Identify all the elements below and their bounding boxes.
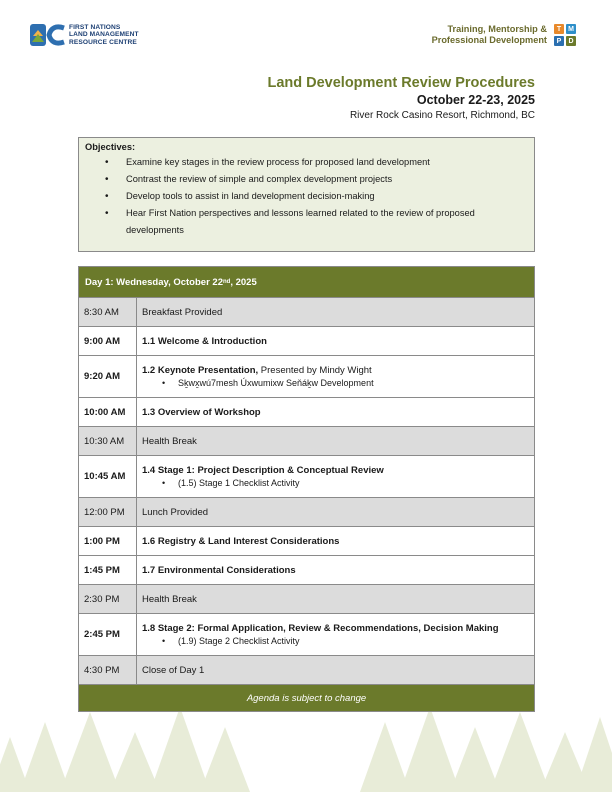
row-title: 1.3 Overview of Workshop	[142, 406, 261, 418]
tree-silhouette-decoration	[0, 702, 612, 792]
table-row	[79, 497, 534, 526]
table-row	[79, 655, 534, 684]
page-title: Land Development Review Procedures	[267, 75, 535, 91]
day-header-text: Day 1: Wednesday, October 22	[85, 276, 223, 288]
org-line-2: LAND MANAGEMENT	[69, 31, 139, 39]
objectives-box	[78, 137, 535, 252]
row-subitem: • Sḵwx̱wú7mesh Úxwumixw Seňáḵw Development	[142, 378, 534, 388]
row-time: 1:45 PM	[79, 556, 137, 584]
day-header	[79, 267, 534, 297]
row-subitem: • (1.5) Stage 1 Checklist Activity	[142, 478, 534, 488]
row-subitem: • (1.9) Stage 2 Checklist Activity	[142, 636, 534, 646]
row-time: 10:45 AM	[79, 456, 137, 497]
day-header-ordinal: nd	[222, 279, 231, 285]
objectives-list	[85, 154, 528, 239]
program-logo	[432, 24, 576, 46]
row-time: 12:00 PM	[79, 498, 137, 526]
event-venue: River Rock Casino Resort, Richmond, BC	[349, 110, 535, 121]
row-time: 4:30 PM	[79, 656, 137, 684]
table-row	[79, 326, 534, 355]
row-title: 1.2 Keynote Presentation,	[142, 365, 259, 376]
program-line-2: Professional Development	[431, 35, 547, 45]
agenda-table	[78, 266, 535, 712]
row-title: 1.4 Stage 1: Project Description & Conceptual Review	[142, 465, 384, 476]
row-title: 1.1 Welcome & Introduction	[142, 335, 267, 347]
title-block	[267, 74, 535, 123]
table-row	[79, 426, 534, 455]
badge-t: T	[554, 24, 564, 34]
row-time: 2:45 PM	[79, 614, 137, 655]
row-time: 9:00 AM	[79, 327, 137, 355]
tmpd-badge-grid	[554, 24, 576, 46]
row-title: Health Break	[142, 435, 197, 447]
badge-p: P	[554, 36, 564, 46]
agenda-footer: Agenda is subject to change	[79, 684, 534, 711]
row-time: 2:30 PM	[79, 585, 137, 613]
row-title: 1.7 Environmental Considerations	[142, 564, 296, 576]
table-row	[79, 455, 534, 497]
row-title: 1.6 Registry & Land Interest Considerations	[142, 535, 340, 547]
badge-d: D	[566, 36, 576, 46]
table-row	[79, 613, 534, 655]
row-title: 1.8 Stage 2: Formal Application, Review & Recommendations, Decision Making	[142, 623, 499, 634]
objective-item: • Develop tools to assist in land development decision-making	[105, 188, 528, 205]
table-row	[79, 297, 534, 326]
table-row	[79, 584, 534, 613]
row-time: 1:00 PM	[79, 527, 137, 555]
table-row	[79, 555, 534, 584]
objectives-heading: Objectives:	[85, 142, 136, 152]
rc-logo-icon	[30, 22, 66, 48]
objective-item: • Hear First Nation perspectives and lessons learned related to the review of proposed developments	[105, 205, 528, 239]
row-title: Breakfast Provided	[142, 306, 223, 318]
objective-item: • Contrast the review of simple and complex development projects	[105, 171, 528, 188]
org-line-3: RESOURCE CENTRE	[69, 38, 137, 46]
row-time: 9:20 AM	[79, 356, 137, 397]
table-row	[79, 397, 534, 426]
program-name	[432, 24, 547, 46]
row-title: Close of Day 1	[142, 664, 205, 676]
event-date: October 22-23, 2025	[416, 93, 535, 107]
table-row	[79, 526, 534, 555]
org-name	[69, 24, 139, 47]
row-time: 10:30 AM	[79, 427, 137, 455]
table-row	[79, 355, 534, 397]
day-header-year: , 2025	[230, 276, 257, 288]
row-time: 8:30 AM	[79, 298, 137, 326]
program-line-1: Training, Mentorship &	[447, 24, 547, 34]
row-time: 10:00 AM	[79, 398, 137, 426]
row-title: Lunch Provided	[142, 506, 209, 518]
objective-item: • Examine key stages in the review process for proposed land development	[105, 154, 528, 171]
badge-m: M	[566, 24, 576, 34]
row-title: Health Break	[142, 593, 197, 605]
org-logo	[30, 22, 139, 48]
org-line-1: FIRST NATIONS	[69, 23, 121, 31]
row-presenter: Presented by Mindy Wight	[258, 365, 372, 376]
